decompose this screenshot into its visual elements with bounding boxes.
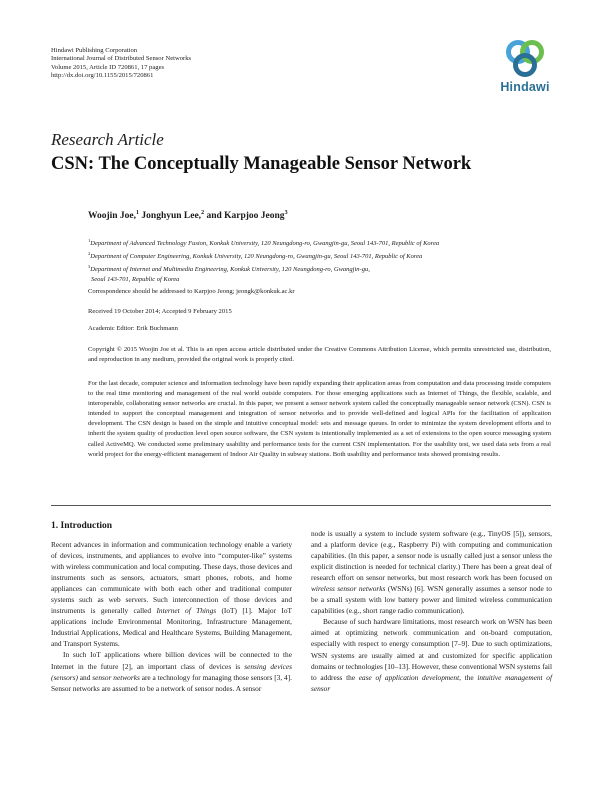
italic-term: intuitive management of sensor <box>311 672 552 693</box>
text-run: (WSNs) [6]. WSN generally assumes a sensor node to be a small system with low battery power and limited wireless communication capabilities (e.g., short range radio communication). <box>311 584 552 616</box>
text-run: are a technology for managing those sensors [3, 4]. Sensor networks are assumed to be a network of sensor nodes. A sensor <box>51 672 292 693</box>
text-run: Because of such hardware limitations, most research work on WSN has been aimed at optimizing network communication and on-board computation, especially with respect to energy consumption [7–9]. Due to such optimizations, WSN systems are usually aimed at and customized for specific application domains or technologies [10–13]. However, these conventional WSN systems fail to address the <box>311 617 552 682</box>
section-divider <box>51 505 551 506</box>
affiliation-text: Department of Internet and Multimedia Engineering, Konkuk University, 120 Neungdong-ro, Gwangjin-gu, <box>90 266 370 274</box>
article-title: CSN: The Conceptually Manageable Sensor Network <box>51 154 472 174</box>
text-run: In such IoT applications where billion devices will be connected to the Internet in the future [2], an important class of devices is <box>51 650 292 671</box>
text-run: and <box>77 672 93 682</box>
text-run: Recent advances in information and communication technology enable a variety of devices, instruments, and appliances to evolve into “computer-like” systems with wireless communication and local computing. These days, those devices and instruments such as sensors, actuators, smart phones, robots, and home appliances can communicate with both each other and traditional computer systems such as web servers. Such interconnection of those devices and instruments is generally called <box>51 540 292 616</box>
affiliation-sup: 3 <box>88 264 91 270</box>
author-list <box>88 210 288 221</box>
paragraph <box>51 539 292 649</box>
hindawi-logo <box>494 38 556 108</box>
affiliation-text: Department of Computer Engineering, Konkuk University, 120 Neungdong-ro, Gwangjin-gu, Seoul 143-701, Republic of Korea <box>90 253 423 261</box>
author-sup: 2 <box>201 210 205 216</box>
journal-header <box>51 47 351 81</box>
affiliation <box>88 262 558 285</box>
italic-term: sensor networks <box>92 672 140 682</box>
affiliation-text: Department of Advanced Technology Fusion, Konkuk University, 120 Neungdong-ro, Gwangjin-gu, Seoul 143-701, Republic of Korea <box>90 240 440 248</box>
affiliation <box>88 249 558 262</box>
abstract: For the last decade, computer science and information technology have been rapidly expanding their application areas from computation and data processing inside computers to the real time monitoring and management of the real world outside computers. For those emerging applications such as Internet of Things, the flexible, scalable, and interoperable, collaborating sensor networks are crucial. In this paper, we present a sensor network system called the conceptually manageable sensor network (CSN). CSN is intended to support the conceptual management and integration of sensor networks and to provide well-defined and logical APIs for the facilitation of application development. The CSN design is based on the simple and intuitive conceptual model: sets and message queues. In order to minimize the system development efforts and to inherit the system quality of production level open source software, the CSN system is intentionally implemented as a set of extensions to the open source messaging system called ActiveMQ. We conducted some preliminary usability and performance tests for the current CSN implementation. For the usability test, we used data sets from a real world project for the energy-efficient management of Indoor Air Quality in subway stations. Both usability and performance tests showed promising results. <box>88 380 551 458</box>
paragraph <box>311 616 552 693</box>
affiliation <box>88 236 558 249</box>
italic-term: sensing devices (sensors) <box>51 661 292 682</box>
logo-wordmark: Hindawi <box>500 80 550 94</box>
affiliation-text-cont: Seoul 143-701, Republic of Korea <box>91 276 180 284</box>
affiliations <box>88 236 558 285</box>
hindawi-logo-icon <box>502 38 548 80</box>
received-dates: Received 19 October 2014; Accepted 9 February 2015 <box>88 308 232 315</box>
volume-info: Volume 2015, Article ID 720861, 17 pages <box>51 63 165 71</box>
section-heading: 1. Introduction <box>51 521 113 531</box>
body-column-left <box>51 520 292 694</box>
body-column-right <box>311 528 552 694</box>
correspondence: Correspondence should be addressed to Karpjoo Jeong; jeongk@konkuk.ac.kr <box>88 288 295 295</box>
paragraph <box>51 649 292 693</box>
academic-editor: Academic Editor: Erik Buchmann <box>88 325 178 332</box>
author-name: and Karpjoo Jeong <box>206 211 285 222</box>
author-sup: 3 <box>284 210 288 216</box>
doi-link[interactable]: http://dx.doi.org/10.1155/2015/720861 <box>51 72 154 80</box>
copyright-notice: Copyright © 2015 Woojin Joe et al. This is an open access article distributed under the Creative Commons Attribution License, which permits unrestricted use, distribution, and reproduction in any medium, provided the original work is properly cited. <box>88 346 551 364</box>
journal-name: International Journal of Distributed Sensor Networks <box>51 55 192 63</box>
author-sup: 1 <box>136 210 140 216</box>
text-run: node is usually a system to include system software (e.g., TinyOS [5]), sensors, and a platform device (e.g., Raspberry Pi) with computing and communication capabilities. (In this paper, a sensor node is usually called just a sensor unless the explicit distinction is needed for technical clarity.) There has been a great deal of research effort on sensor networks, but most research work has been focused on <box>311 529 552 583</box>
italic-term: Internet of Things <box>156 606 217 616</box>
affiliation-sup: 2 <box>88 251 91 257</box>
publisher-name: Hindawi Publishing Corporation <box>51 47 138 54</box>
italic-term: ease of application development <box>358 672 460 682</box>
author-name: Jonghyun Lee, <box>141 211 202 222</box>
affiliation-sup: 1 <box>88 238 91 243</box>
italic-term: wireless sensor networks <box>311 584 386 594</box>
text-run: , the <box>459 672 478 682</box>
text-run: (IoT) [1]. Major IoT applications include Environmental Monitoring, Infrastructure Management, Industrial Applications, Medical and Healthcare Systems, Building Management, and Transport Systems. <box>51 606 292 649</box>
article-type: Research Article <box>51 130 164 149</box>
paragraph <box>311 528 552 616</box>
author-name: Woojin Joe, <box>88 211 137 222</box>
